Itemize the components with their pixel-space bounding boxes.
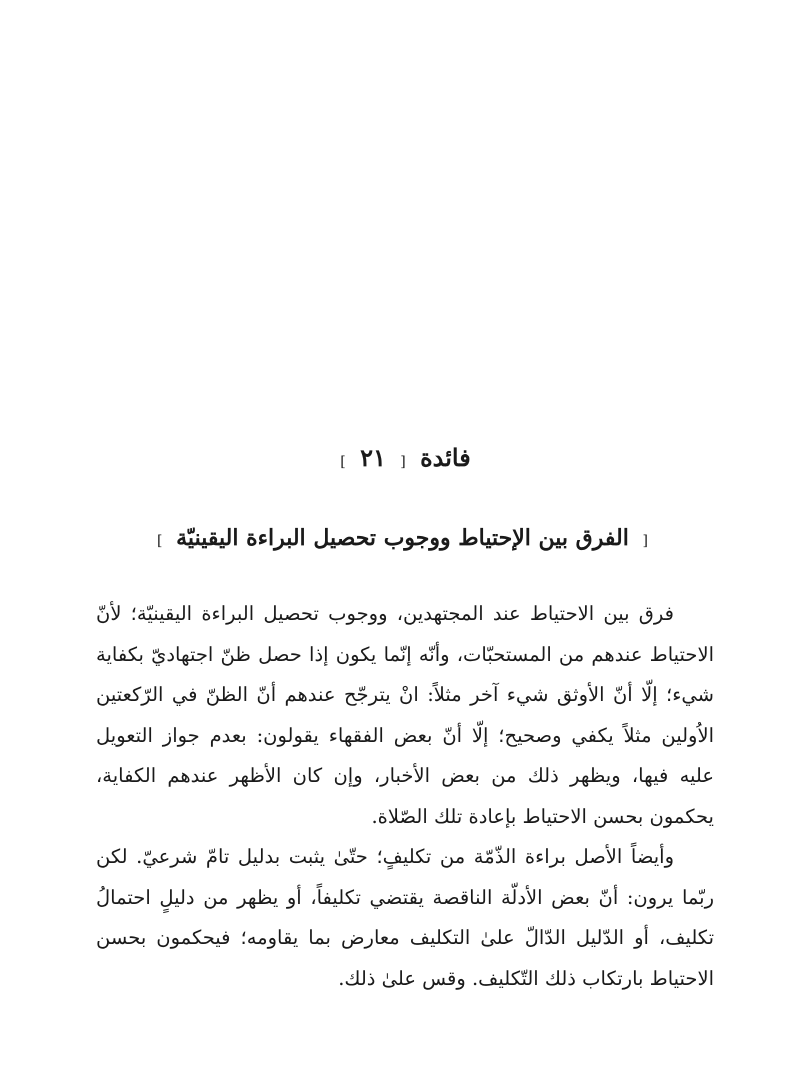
section-heading [0,440,805,480]
section-subtitle [0,520,805,559]
heading-word: فائدة [420,443,471,472]
subtitle-open-bracket: [ [642,533,648,549]
subtitle-text: الفرق بين الإحتياط ووجوب تحصيل البراءة اليقينيّة [176,525,629,551]
body-text [96,594,714,999]
heading-close-bracket: ] [340,454,346,470]
paragraph-2: وأيضاً الأصل براءة الذّمّة من تكليفٍ؛ حتّىٰ يثبت بدليل تامّ شرعيّ. لكن ربّما يرون: أنّ بعض الأدلّة الناقصة يقتضي تكليفاً، أو يظهر من دليلٍ احتمالُ تكليف، أو الدّليل الدّالّ علىٰ التكليف معارض بما يقاومه؛ فيحكمون بحسن الاحتياط بارتكاب ذلك التّكليف. وقس علىٰ ذلك. [96,845,714,990]
heading-open-bracket: [ [400,454,406,470]
heading-number: ٢١ [360,443,386,472]
subtitle-close-bracket: ] [157,533,163,549]
paragraph-1: فرق بين الاحتياط عند المجتهدين، ووجوب تحصيل البراءة اليقينيّة؛ لأنّ الاحتياط عندهم من المستحبّات، وأنّه إنّما يكون إذا حصل ظنّ اجتهاديّ بكفاية شيء؛ إلّا أنّ الأوثق شيء آخر مثلاً: انْ يترجّح عندهم أنّ الظنّ في الرّكعتين الاُولين مثلاً يكفي وصحيح؛ إلّا أنّ بعض الفقهاء يقولون: بعدم جواز التعويل عليه فيها، ويظهر ذلك من بعض الأخبار، وإن كان الأظهر عندهم الكفاية، يحكمون بحسن الاحتياط بإعادة تلك الصّلاة. [96,602,714,828]
